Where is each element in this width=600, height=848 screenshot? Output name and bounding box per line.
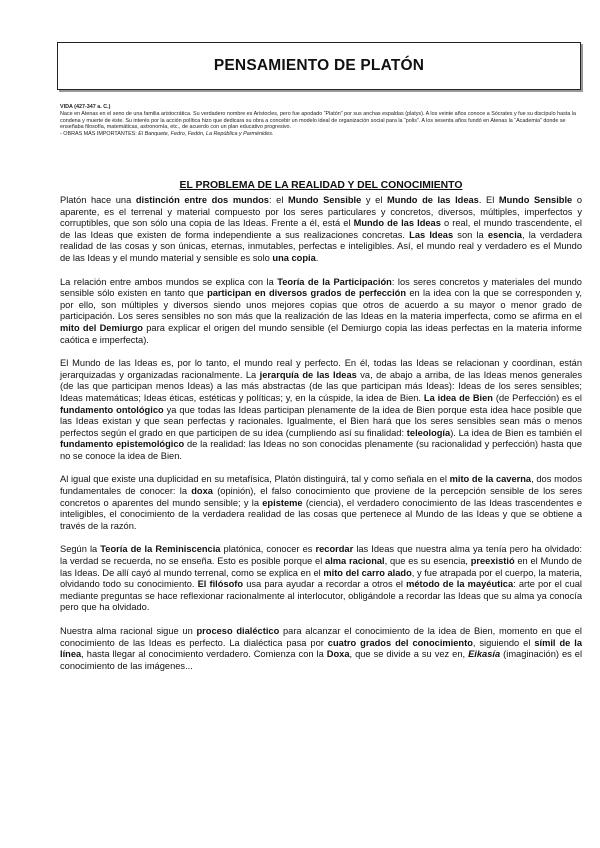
emphasis: Doxa: [326, 649, 350, 660]
page-title: PENSAMIENTO DE PLATÓN: [213, 57, 425, 74]
emphasis: Mundo Sensible: [288, 195, 362, 205]
text-run: , dos modos fundamentales de conocer: la: [60, 474, 582, 497]
text-run: , y fue atrapada por el cuerpo, la materia, olvidando todo su conocimiento.: [60, 567, 582, 590]
emphasis-italic: Eikasía: [468, 649, 501, 660]
emphasis: preexistió: [470, 556, 515, 567]
text-run: : el: [268, 195, 289, 205]
emphasis: participan en diversos grados de perfección: [207, 288, 407, 299]
text-run: en el Mundo de las Ideas. De allí cayó al mundo terrenal, como se explica en el: [60, 556, 582, 578]
emphasis: proceso dialéctico: [196, 626, 280, 636]
text-run: y el: [361, 195, 388, 205]
text-run: va, de abajo a arriba, de las Ideas menos generales (de las que participan menos Ideas) a las más abstractas (de las que participan más Ideas): Ideas de los seres sensibles; Ideas matemáticas; Ideas éticas, estéticas y políticas; y, en la cúspide, la idea de Bien.: [60, 369, 582, 403]
emphasis: alma racional: [325, 556, 385, 567]
emphasis: Mundo Sensible: [498, 195, 573, 205]
text-run: : arte por el cual mediante preguntas se hace reflexionar racionalmente al interlocutor, obligándole a recordar las Ideas que su alma ya conocía pero que ha olvidado.: [60, 579, 582, 613]
emphasis: fundamento epistemológico: [60, 439, 185, 450]
text-run: , siguiendo el: [472, 637, 535, 648]
bio-heading: VIDA (427-347 a. C.): [60, 104, 111, 110]
emphasis: mito del Demiurgo: [60, 322, 143, 333]
text-run: (imaginación) es el conocimiento de las imágenes...: [60, 649, 583, 671]
emphasis: distinción entre dos mundos: [135, 195, 269, 205]
text-run: para explicar el origen del mundo sensible (el Demiurgo copia las ideas perfectas en la materia informe caótica e imperfecta).: [60, 322, 582, 345]
text-run: o aparente, es el terrenal y material compuesto por los seres particulares y concretos, diversos, múltiples, imperfectos y corruptibles, que son sólo una copia de las Ideas. Frente a él, está el: [60, 195, 583, 229]
text-run: para alcanzar el conocimiento de la idea de Bien, momento en que el conocimiento de las Ideas es perfecto. La dialéctica pasa por: [60, 626, 582, 648]
emphasis: mito de la caverna: [449, 474, 532, 485]
bio-works: [60, 131, 582, 138]
emphasis: Teoría de la Reminiscencia: [100, 544, 221, 555]
paragraph-6: [60, 626, 582, 672]
emphasis: episteme: [262, 497, 303, 508]
text-run: , la verdadera realidad de las cosas y son únicas, eternas, inmutables, perfectas e inteligibles. Así, el mundo real y verdadero es el Mundo de las Ideas y el mundo material y sensible es solo: [60, 229, 582, 263]
text-run: (de Perfección) es el: [492, 392, 582, 403]
body-text: [60, 195, 582, 684]
emphasis: Las Ideas: [409, 229, 454, 240]
works-list: El Banquete, Fedro, Fedón, La República y Parménides.: [138, 131, 274, 138]
emphasis: símil de la línea: [60, 637, 582, 660]
section-title: EL PROBLEMA DE LA REALIDAD Y DEL CONOCIMIENTO: [179, 180, 463, 191]
emphasis: una copia: [272, 252, 316, 263]
title-box: [57, 42, 581, 90]
text-run: platónica, conocer es: [220, 544, 316, 555]
text-run: El Mundo de las Ideas es, por lo tanto, el mundo real y perfecto. En él, todas las Ideas se relacionan y coordinan, están jerarquizadas y organizadas racionalmente. La: [60, 358, 582, 380]
emphasis: Mundo de las Ideas: [353, 218, 441, 229]
emphasis: cuatro grados del conocimiento: [327, 637, 473, 648]
text-run: Nuestra alma racional sigue un: [60, 626, 197, 636]
text-run: usa para ayudar a recordar a otros el: [243, 579, 407, 590]
text-run: , que es su esencia,: [384, 556, 471, 567]
text-run: ). La idea de Bien es también el: [450, 427, 582, 438]
emphasis: El filósofo: [197, 579, 244, 590]
works-label: - OBRAS MÁS IMPORTANTES:: [60, 131, 137, 138]
emphasis: fundamento ontológico: [60, 404, 164, 415]
paragraph-3: [60, 358, 582, 462]
text-run: Al igual que existe una duplicidad en su metafísica, Platón distinguirá, tal y como señala en el: [60, 474, 450, 485]
text-run: (ciencia), el verdadero conocimiento de las Ideas trascendentes e inteligibles, el conocimiento de la verdadera realidad de las cosas que pertenece al Mundo de las Ideas y que se obtiene a través de la razón.: [60, 497, 582, 531]
emphasis: esencia: [487, 229, 522, 240]
emphasis: jerarquía de las Ideas: [259, 369, 357, 380]
emphasis: recordar: [315, 544, 354, 555]
text-run: ya que todas las Ideas participan plenamente de la idea de Bien porque esta idea hace posible que las Ideas existan y que sean perfectas y racionales. Igualmente, el Bien hará que los seres sensibles sean más o menos perfectos según el grado en que participen de su idea (cumpliendo así su finalidad:: [60, 404, 582, 438]
text-run: o real, el mundo trascendente, el de las Ideas que existen de forma independiente a sus realizaciones concretas.: [60, 218, 582, 240]
text-run: de la realidad: las Ideas no son conocidas plenamente (su racionalidad y perfección) hasta que no se conoce la idea de Bien.: [60, 439, 582, 461]
emphasis: método de la mayéutica: [406, 579, 514, 590]
emphasis: Mundo de las Ideas: [387, 195, 479, 205]
emphasis: La idea de Bien: [423, 392, 493, 403]
paragraph-2: [60, 277, 582, 347]
text-run: Platón hace una: [60, 195, 136, 205]
text-run: La relación entre ambos mundos se explica con la: [60, 276, 278, 287]
text-run: , hasta llegar al conocimiento verdadero. Comienza con la: [81, 649, 327, 660]
biography-block: [60, 104, 582, 138]
text-run: en la idea con la que se corresponden y, por ello, son múltiples y diversos siendo unos mejores copias que otros de acuerdo a su mayor o menor grado de participación. Los seres sensibles no son más que la realización de las Ideas en la materia imperfecta, como se afirma en el: [60, 288, 582, 322]
paragraph-4: [60, 474, 582, 532]
text-run: (opinión), el falso conocimiento que proviene de la percepción sensible de los seres concretos o aparentes del mundo sensible; y la: [60, 486, 582, 508]
emphasis: Teoría de la Participación: [277, 276, 392, 287]
paragraph-5: [60, 544, 582, 614]
text-run: Según la: [60, 544, 101, 555]
bio-text: Nace en Atenas en el seno de una familia aristocrática. Su verdadero nombre es Aristocles, pero fue apodado “Platón” por sus anchas espaldas (platys). A los veinte años conoce a Sócrates y fue su discípulo hasta la condena y muerte de éste. Su interés por la acción política hizo que dedicara su obra a concebir un modelo ideal de organización social para la “polis”. A los sesenta años fundó en Atenas la “Academia” donde se enseñaba filosofía, matemáticas, astronomía, etc., de acuerdo con un plan educativo progresivo.: [60, 110, 577, 131]
paragraph-1: [60, 195, 582, 265]
emphasis: mito del carro alado: [323, 567, 412, 578]
text-run: . El: [478, 195, 499, 205]
text-run: , que se divide a su vez en,: [349, 649, 469, 660]
text-run: son la: [453, 229, 488, 240]
text-run: : los seres concretos y materiales del mundo sensible sólo existen en tanto que: [60, 276, 582, 299]
emphasis: doxa: [191, 486, 213, 497]
emphasis: teleología: [406, 427, 451, 438]
text-run: .: [315, 252, 319, 263]
text-run: las Ideas que nuestra alma ya tenía pero ha olvidado: la verdad se recuerda, no se enseña. Esto es posible porque el: [60, 544, 583, 567]
